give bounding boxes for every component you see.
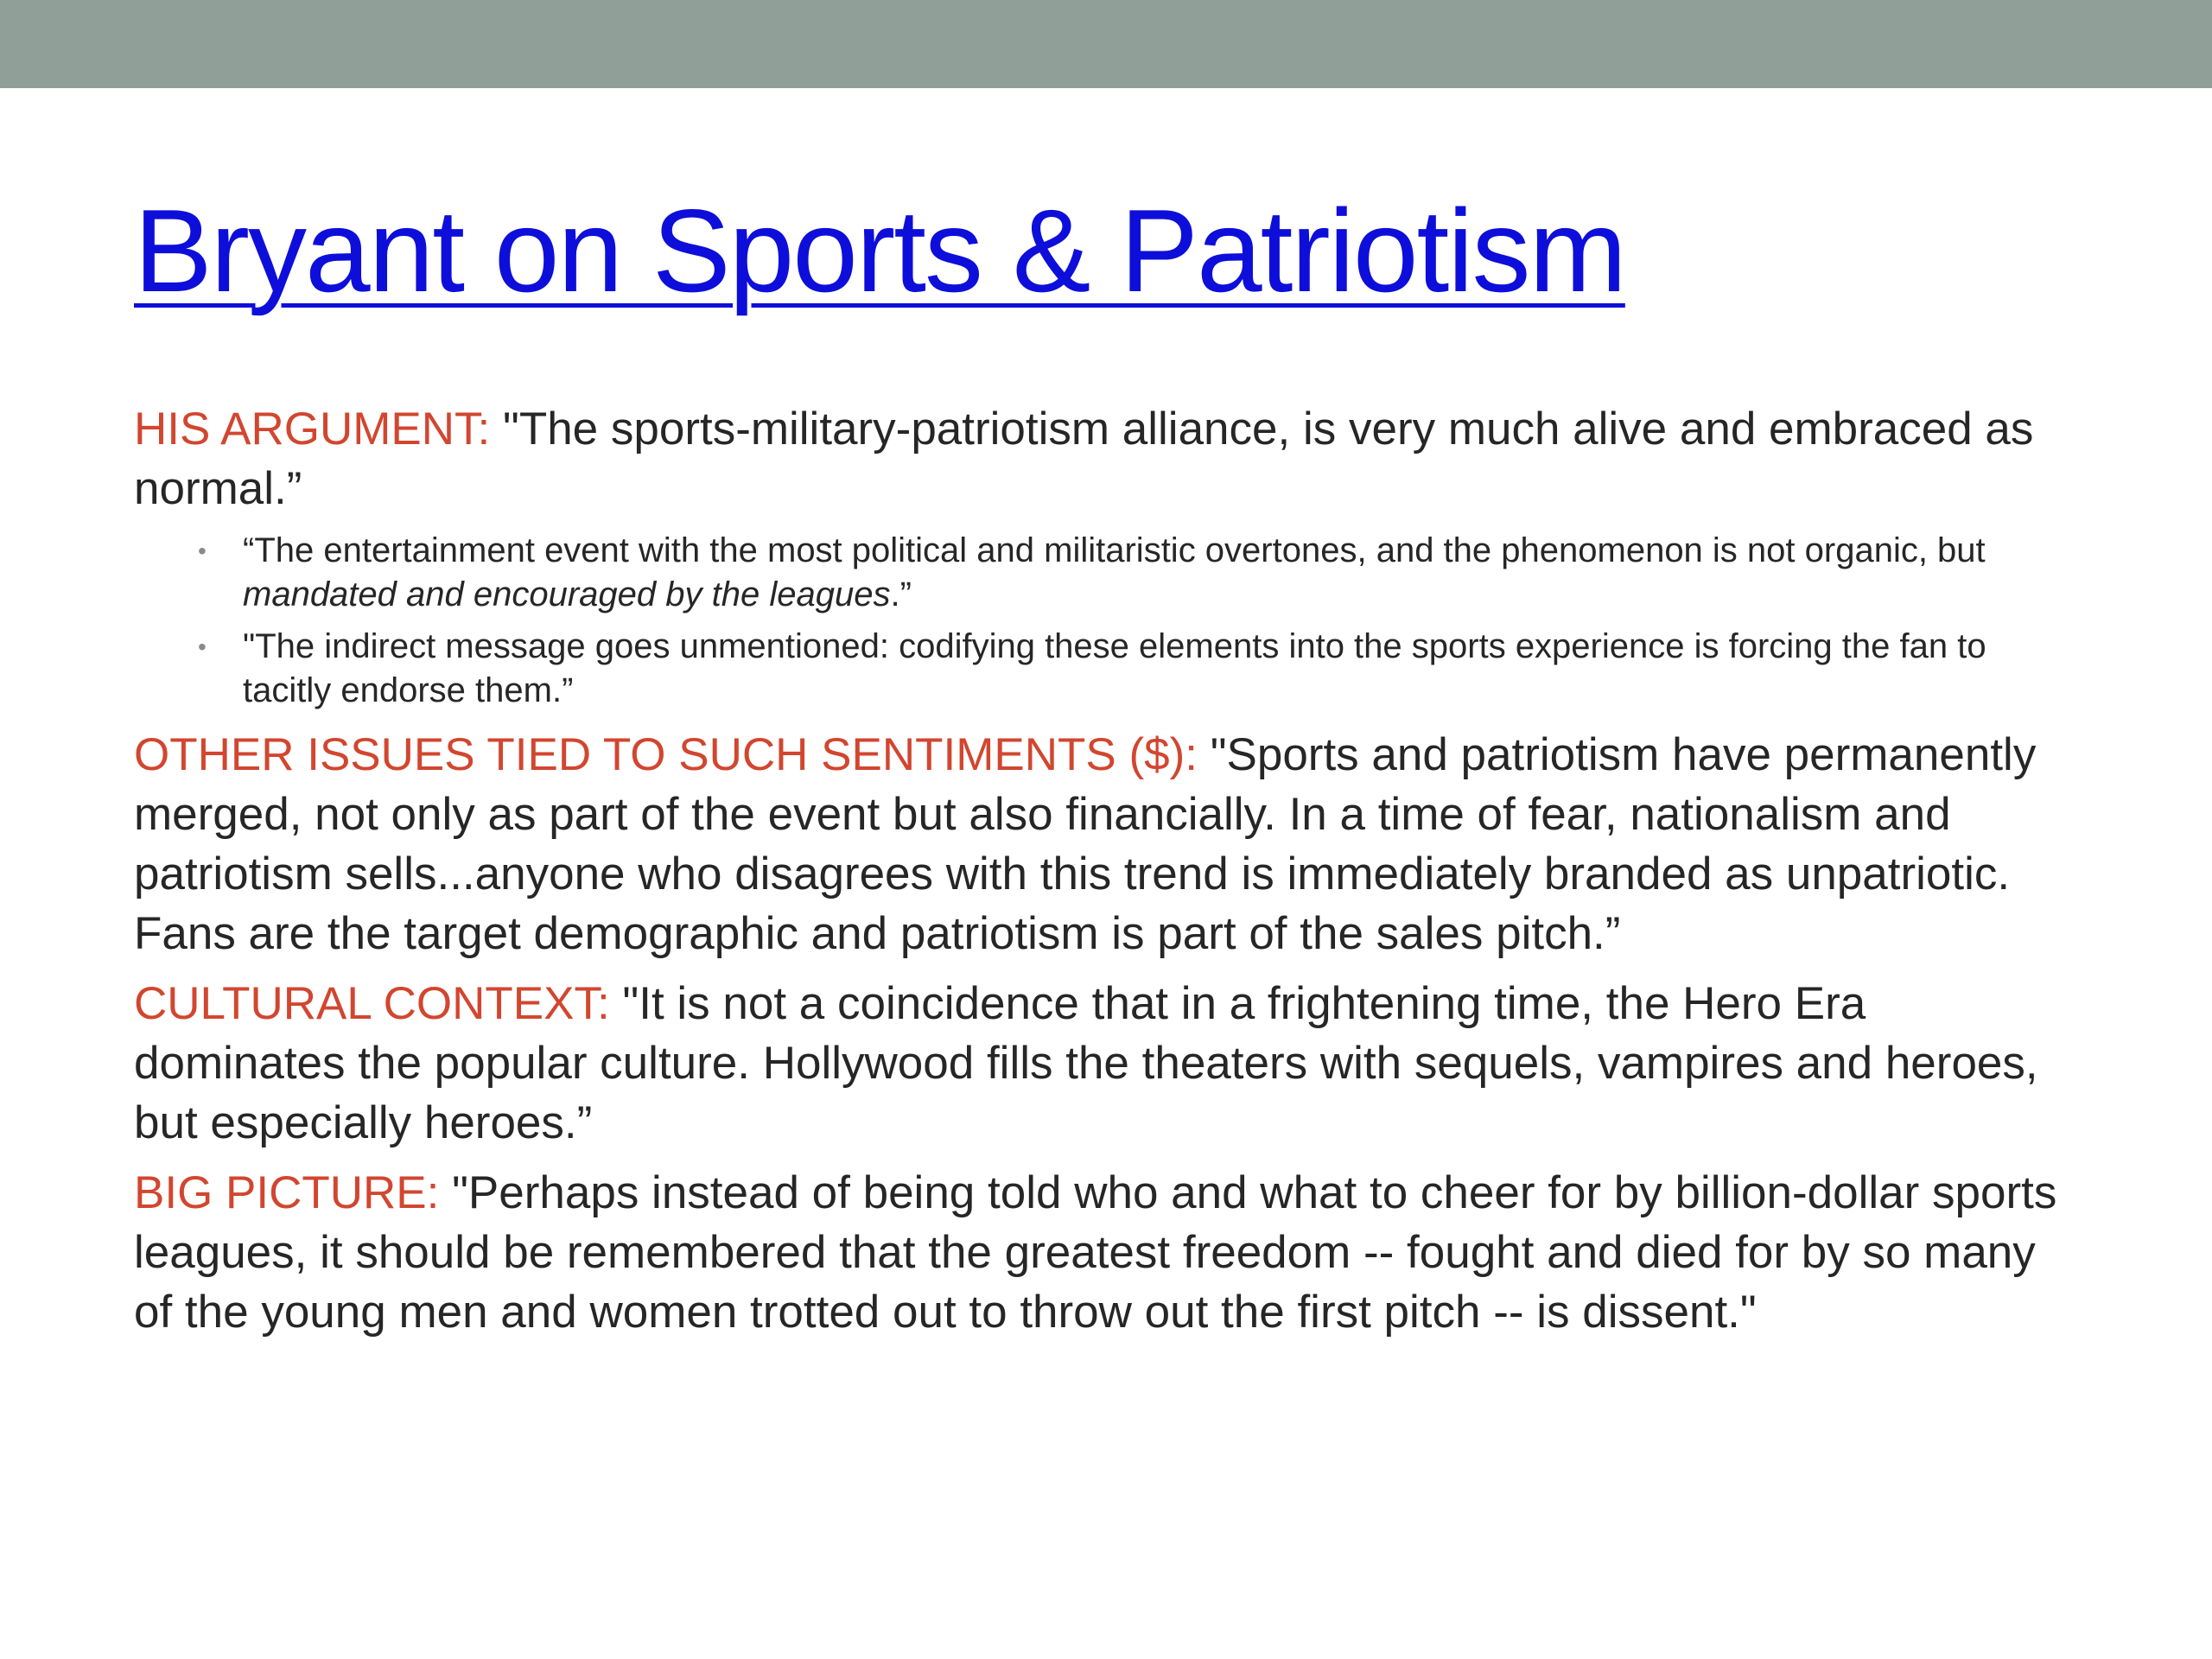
section-quote: "It is not a coincidence that in a frightening time, the Hero Era dominates the popular culture. Hollywood fills the theaters with sequels, vampires and heroes, but especially heroes.” xyxy=(134,978,2038,1148)
section-label: BIG PICTURE: xyxy=(134,1167,453,1218)
list-item xyxy=(134,625,2078,713)
section-label: OTHER ISSUES TIED TO SUCH SENTIMENTS ($): xyxy=(134,729,1211,780)
argument-quotes-list xyxy=(134,529,2078,713)
section-other-issues xyxy=(134,725,2078,963)
section-quote: "Sports and patriotism have permanently merged, not only as part of the event but also financially. In a time of fear, nationalism and patriotism sells...anyone who disagrees with this trend is immediately branded as unpatriotic. Fans are the target demographic and patriotism is part of the sales pitch.” xyxy=(134,729,2037,959)
slide-title-link[interactable]: Bryant on Sports & Patriotism xyxy=(134,185,1625,316)
section-his-argument xyxy=(134,399,2078,518)
list-item-emphasis: mandated and encouraged by the leagues xyxy=(243,575,891,613)
section-quote: "The sports-military-patriotism alliance, is very much alive and embraced as normal.” xyxy=(134,404,2034,514)
list-item xyxy=(134,529,2078,617)
section-cultural-context xyxy=(134,974,2078,1153)
section-label: HIS ARGUMENT: xyxy=(134,404,504,454)
slide-body xyxy=(134,399,2078,1352)
list-item-text: “The entertainment event with the most political and militaristic overtones, and the phenomenon is not organic, but xyxy=(243,531,1986,569)
header-bar xyxy=(0,0,2212,88)
bullet-icon: • xyxy=(198,633,207,660)
list-item-text: "The indirect message goes unmentioned: codifying these elements into the sports experience is forcing the fan to tacitly endorse them.” xyxy=(243,627,1986,709)
bullet-icon: • xyxy=(198,537,207,564)
list-item-text-end: .” xyxy=(890,575,912,613)
section-big-picture xyxy=(134,1163,2078,1342)
section-quote: "Perhaps instead of being told who and what to cheer for by billion-dollar sports leagues, it should be remembered that the greatest freedom -- fought and died for by so many of the young men and women trotted out to throw out the first pitch -- is dissent." xyxy=(134,1167,2057,1338)
section-label: CULTURAL CONTEXT: xyxy=(134,978,623,1029)
